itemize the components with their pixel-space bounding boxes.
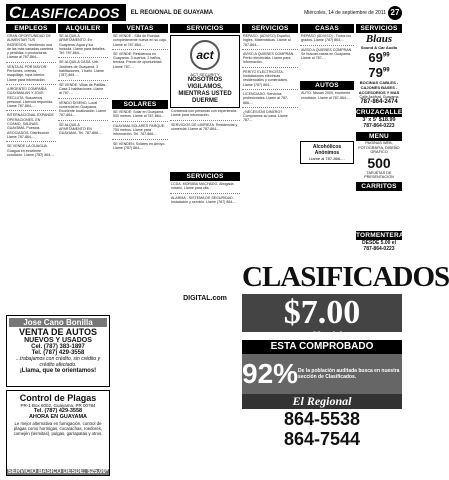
listing: ¡URGENTE! COMPAÑÍA GUAYAMA AN Y JOVE RECLUTA. Buscamos personal. Licencia requerida. Llame 787-864-... bbox=[7, 86, 54, 109]
section-heading-ventas: VENTAS bbox=[112, 24, 168, 33]
blaus-price-2: $79^{99}$ bbox=[368, 65, 390, 80]
ad-line: NUEVOS Y USADOS bbox=[24, 337, 92, 344]
section-heading-autos: AUTOS bbox=[300, 81, 354, 90]
regional-logo: El Regional bbox=[242, 394, 402, 409]
listing: SE ALQUILA APARTAMENTO. En Guayama. Agua y luz incluida. Llame para detalles. Tel: 787-864-... bbox=[59, 34, 106, 56]
section-heading-servicios: SERVICIOS bbox=[170, 172, 240, 181]
ad-heading: Control de Plagas bbox=[19, 393, 97, 403]
column-casas bbox=[300, 24, 354, 164]
ad-phone: Tel. (787) 429-3558 bbox=[33, 408, 83, 414]
issue-date: Miércoles, 14 de septiembre de 2011 bbox=[304, 9, 386, 16]
listing: Contamos con personas con experiencia. Llame para información. bbox=[171, 109, 238, 118]
listing: SE VENDE LA GUAGUA. Guagua en excelente condición. Llame (787) 864-... bbox=[7, 144, 55, 157]
listing: SE VENDEN: Solares en Arroyo. Llame (787) 864-... bbox=[113, 141, 166, 150]
blaus-address: Calle Ashford, Guayama bbox=[359, 95, 399, 99]
blaus-price-1: $69^{99}$ bbox=[368, 50, 390, 65]
tormenteras-desc: DESDE 5.00 el bbox=[362, 239, 396, 246]
clasificados-price-note: 22 palabras o menos bbox=[312, 330, 389, 340]
ad-control-plagas bbox=[6, 390, 110, 476]
listing: LCDA. MORABA MACHADO. Abogada notario. Llame para cita. bbox=[171, 182, 234, 191]
tormenteras-phone: 787-864-0223 bbox=[363, 245, 395, 252]
section-heading-empleos: EMPLEOS bbox=[6, 24, 56, 33]
listing: LICENCIADO. Servicios profesionales. Llame al 787-866-... bbox=[243, 91, 289, 105]
comprobado-percent: 92% bbox=[242, 358, 299, 389]
tormenteras-heading: TORMENTERAS bbox=[356, 231, 409, 239]
comprobado-ad bbox=[242, 340, 402, 478]
clasificados-wordmark: CLASIFICADOS bbox=[242, 261, 449, 293]
listing: INTERNACIONAL EXPANDE OPERACIONES. EN COAMO. SALINAS, GUAYAMA. Puestos ASOCIADOS. Distribución. Llame 787-864-... bbox=[7, 113, 54, 139]
section-heading-casas: CASAS bbox=[300, 24, 354, 33]
menu-heading: MENU bbox=[356, 132, 402, 141]
carritos-heading: CARRITOS bbox=[356, 182, 402, 191]
ad-phone: Cel. (787) 383-1897 bbox=[31, 344, 85, 350]
ad-jose-cano-autos bbox=[6, 315, 110, 387]
listing: SE ALQUILA APARTAMENTO EN GUAYAMA. Tel. 787-866-... bbox=[59, 122, 103, 136]
section-title: CLASIFICADOS bbox=[6, 4, 126, 21]
column-servicios bbox=[170, 24, 240, 302]
act-caption: ACT SECURITY bbox=[190, 72, 220, 77]
ad-city: AHORA EN GUAYAMA bbox=[28, 414, 88, 420]
section-heading-alquiler: ALQUILER bbox=[58, 24, 108, 33]
section-heading-servicios: SERVICIOS bbox=[356, 24, 402, 33]
blaus-phone: 787-864-2474 bbox=[360, 99, 398, 105]
listing: ¿NECESITAS DINERO? Compramos su casa. Llame 787-... bbox=[243, 109, 288, 123]
page-number: 27 bbox=[388, 6, 402, 20]
clasificados-ad bbox=[242, 260, 449, 340]
comprobado-phone-1: 864-5538 bbox=[283, 409, 361, 429]
menu-desc: PAGINAS WEB, FOTOGRAFIA, DISEÑO GRAFICO bbox=[358, 141, 400, 155]
listing: SERVICIOS DE LIMPIEZA. Residencial y comercial. Llame al 787-864-... bbox=[171, 122, 238, 131]
listing: SE ALQUILA CASA. Urb. Jardines de Guayama. 3 habitaciones, 1 baño. Llame (787) 864-... bbox=[59, 60, 104, 78]
listing: REPASO (ADVISO) - Todos los grados. Llame (787) 864-... bbox=[301, 34, 351, 43]
listing: SE VENDE: Residencia en Guayama. 3 cuartos, 2 baños, terraza. Precio de oportunidad. Llame 787-... bbox=[113, 51, 163, 69]
clasificados-price: $7.00 22 palabras o menos bbox=[242, 294, 402, 332]
column-ventas bbox=[112, 24, 168, 151]
comprobado-phone-2: 864-7544 bbox=[283, 429, 361, 449]
column-alquiler bbox=[58, 24, 108, 137]
listing: GRAN OPORTUNIDAD DE AUMENTAR TUS INGRESOS. Vendiendo una de las más variadas caretera y pérdidas o productoras. Llamar al 787-864-... bbox=[7, 34, 54, 60]
ad-address: PR-1 Box 6002, Guayama, PR 00784 bbox=[20, 403, 96, 408]
listing: ALARMA - SISTEMA DE SEGURIDAD. Instalación y servicio. Llame (787) 864-... bbox=[171, 195, 237, 205]
cruzacalle-heading: CRUZACALLE bbox=[356, 109, 403, 116]
digital-logo: DIGITAL.com bbox=[183, 295, 227, 303]
ad-footer: SERVICIO BASICO DESDE: $25.00* bbox=[7, 469, 109, 475]
blaus-logo: Blaus bbox=[365, 33, 393, 45]
cruzacalle-desc: 3' x 5' $18.99 bbox=[362, 117, 396, 123]
column-ads-right bbox=[356, 24, 409, 252]
ad-act-security bbox=[170, 35, 240, 108]
ad-slogan: ¡Llama, que te orientamos! bbox=[19, 368, 97, 374]
listing: REPASO. (ADVISO) Español, Inglés, Matemáticas. Llame al 787-864-... bbox=[243, 34, 291, 47]
ad-alcoholicos-anonimos bbox=[300, 141, 354, 164]
ad-slogan: ...trabajamos con crédito, sin crédito y crédito afectado. bbox=[15, 356, 101, 368]
listing: VENDO DISENO. Local comercial en Guayama. Excelente localización. Llame 787-864-... bbox=[59, 100, 107, 118]
ad-description: Le mejor alternativa en fumigación, control de plagas como hormigas, cucarachas, roedores, comején (termitas), pulgas, garrapatas y otros. bbox=[13, 421, 103, 436]
ad-phone: Tel. (787) 429-3558 bbox=[31, 350, 85, 356]
section-heading-servicios: SERVICIOS bbox=[242, 24, 298, 33]
act-quote: NOSOTROS VIGILAMOS, MIENTRAS USTED DUERME bbox=[178, 77, 232, 104]
blaus-items: BOCINAS CABLES - CAJONES BASES - ACCESORIOS Y MAS bbox=[358, 80, 400, 95]
page-header bbox=[6, 4, 402, 21]
listing: SE VENDE - Silla de Ruedas completamente nueva en su caja. Llame al 787-864-... bbox=[113, 34, 167, 47]
listing: AVISO A QUIENES COMPRAN. Perito electricista. Llame para información. bbox=[243, 51, 295, 65]
column-servicios-2 bbox=[242, 24, 298, 124]
ad-text: Llame al 787-866-... bbox=[309, 156, 345, 162]
price-desc: TARJETAS DE PRESENTACION bbox=[364, 170, 394, 179]
comprobado-stat bbox=[242, 354, 402, 394]
comprobado-note: De la población auditada busca en nuestra sección de Clasificados. bbox=[298, 368, 400, 380]
listing: AVISO A QUIENES COMPRAN. Se buscan casas en Guayama. Llame al 787-... bbox=[301, 47, 353, 61]
listing: SE VENDE. Villas de Patillas. Casa 3 habitaciones. Llame al 787-... bbox=[59, 82, 107, 96]
ad-line: VENTA DE AUTOS bbox=[18, 327, 97, 337]
ad-heading: Alcohólicos Anónimos bbox=[312, 144, 342, 157]
price-500: 500 bbox=[367, 154, 391, 171]
section-heading-servicios: SERVICIOS bbox=[170, 24, 240, 33]
column-empleos bbox=[6, 24, 56, 158]
listing: VENTA AL POR MAYOR. Perfumes, cremas, maquillaje, ropa interior. Llame para información. bbox=[7, 64, 48, 82]
listing: SE VENDE: Solar en Guayama. 500 metros. Llame al 787-864-... bbox=[113, 110, 165, 119]
cruzacalle-phone: 787-864-0223 bbox=[363, 123, 395, 129]
listing: PERITO ELECTRICISTA. Instalaciones eléctricas residenciales y comerciales. Llame (787) 864-... bbox=[243, 69, 288, 87]
ad-heading: Jose Cano Bonilla bbox=[9, 318, 107, 327]
comprobado-heading: ESTA COMPROBADO bbox=[242, 340, 402, 354]
act-logo: act bbox=[190, 40, 220, 70]
publication-name: EL REGIONAL DE GUAYAMA bbox=[130, 9, 214, 16]
section-heading-solares: SOLARES bbox=[112, 100, 168, 109]
listing: GUAYAMA SOLARES PARQUE. 750 metros. Llame para información. Tel. 787-866-... bbox=[113, 123, 166, 137]
blaus-subtitle: Sound & Car Audio bbox=[360, 45, 398, 50]
listing: AUTO. Nissan 2009, excelente condición. Llame al 787-864-... bbox=[301, 91, 351, 100]
